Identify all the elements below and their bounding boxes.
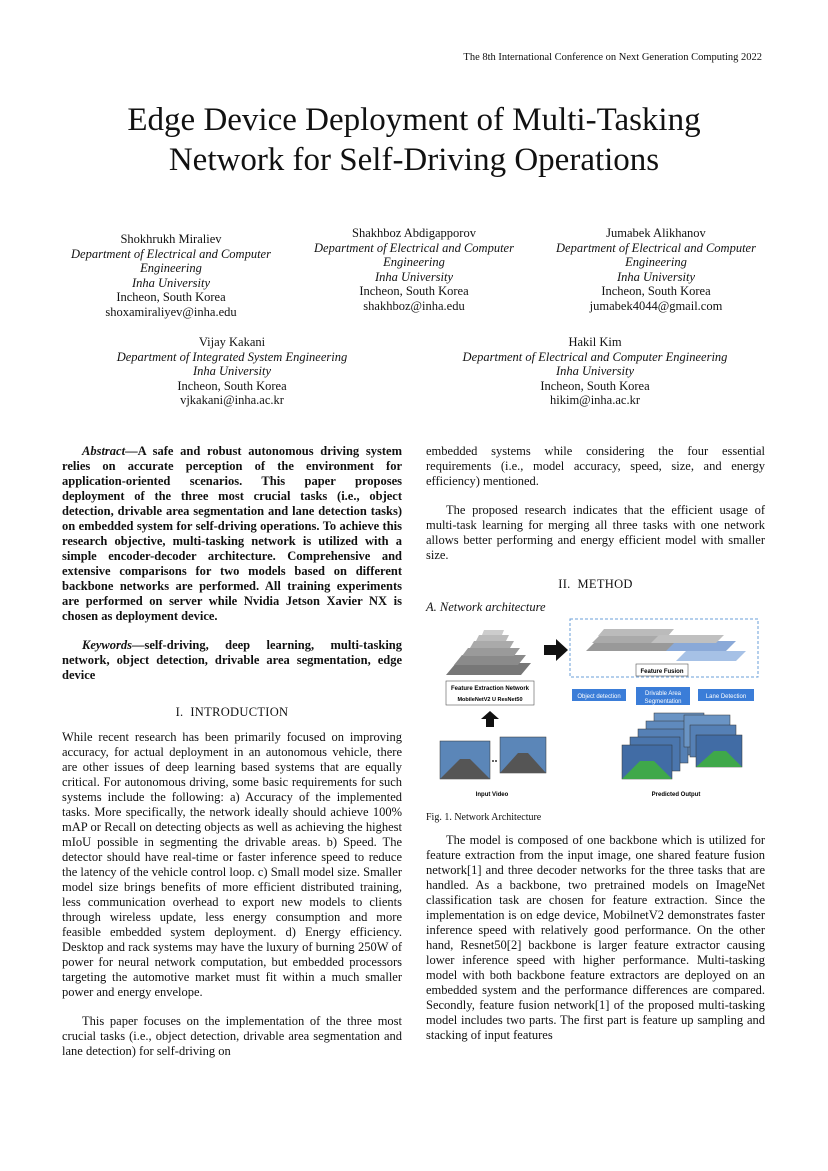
- author-dept-line2: Engineering: [140, 261, 202, 276]
- abstract-text: —A safe and robust autonomous driving system relies on accurate perception of the environment for application-oriented scenarios. This paper proposes deployment of the three most crucial tasks (i.e., object detection, drivable area segmentation and lane detection tasks) on embedded system for self-driving operations. To achieve this research objective, multi-tasking network is utilized with a simple encoder-decoder architecture. Comprehensive and extensive comparisons for two models based on different backbone networks are performed. All training experiments are performed on server while Nvidia Jetson Xavier NX is chosen as deployment device.: [62, 444, 402, 623]
- right-column-bottom: [426, 833, 765, 1043]
- author-name: Vijay Kakani: [198, 335, 266, 349]
- arrow-right-icon: [544, 639, 568, 661]
- input-video-label: Input Video: [475, 792, 509, 798]
- fusion-stack-icon: [586, 629, 746, 661]
- author-email[interactable]: jumabek4044@gmail.com: [589, 298, 723, 313]
- author-university: Inha University: [192, 364, 272, 379]
- object-detection-label: Object detection: [577, 694, 621, 700]
- author-city: Incheon, South Korea: [540, 378, 650, 393]
- author-city: Incheon, South Korea: [359, 284, 469, 299]
- author-city: Incheon, South Korea: [601, 284, 711, 299]
- section-heading-method: [426, 577, 765, 592]
- input-video-frames-icon: [440, 737, 546, 779]
- author-city: Incheon, South Korea: [177, 378, 287, 393]
- drivable-area-label-2: Segmentation: [644, 699, 682, 705]
- author-dept: Department of Electrical and Computer: [71, 246, 271, 261]
- author-block: [531, 226, 781, 314]
- lane-detection-label: Lane Detection: [705, 694, 747, 700]
- paper-title: [0, 100, 828, 180]
- author-dept: Department of Integrated System Engineering: [116, 349, 348, 364]
- author-block: [445, 335, 745, 408]
- section-title: INTRODUCTION: [190, 705, 289, 719]
- right-paragraph-1: embedded systems while considering the four essential requirements (i.e., model accuracy, speed, size, and energy efficiency) mentioned.: [426, 444, 765, 488]
- right-column-top: [426, 444, 765, 615]
- author-email[interactable]: vjkakani@inha.ac.kr: [180, 393, 284, 408]
- author-email[interactable]: shoxamiraliyev@inha.edu: [105, 304, 237, 319]
- author-dept: Department of Electrical and Computer: [314, 240, 514, 255]
- author-email[interactable]: shakhboz@inha.edu: [363, 298, 465, 313]
- author-email[interactable]: hikim@inha.ac.kr: [550, 393, 640, 408]
- feature-extraction-label: Feature Extraction Network: [450, 686, 530, 692]
- author-block: [46, 232, 296, 320]
- author-dept: Department of Electrical and Computer Engineering: [462, 349, 728, 364]
- author-name: Hakil Kim: [568, 335, 622, 349]
- predicted-output-frames-icon: [622, 713, 742, 779]
- section-title: METHOD: [577, 577, 633, 591]
- author-name: Shakhboz Abdigapporov: [352, 226, 476, 240]
- author-dept-line2: Engineering: [383, 255, 445, 270]
- figure-svg: [426, 615, 762, 805]
- author-university: Inha University: [374, 269, 454, 284]
- abstract: [62, 444, 402, 624]
- drivable-area-label-1: Drivable Area: [644, 691, 682, 697]
- predicted-output-label: Predicted Output: [651, 792, 701, 798]
- author-university: Inha University: [555, 364, 635, 379]
- author-name: Jumabek Alikhanov: [606, 226, 706, 240]
- left-column: [62, 444, 402, 1059]
- author-city: Incheon, South Korea: [116, 290, 226, 305]
- network-architecture-figure: [426, 615, 762, 805]
- author-dept: Department of Electrical and Computer: [556, 240, 756, 255]
- title-line-1: Edge Device Deployment of Multi-Tasking: [127, 102, 701, 138]
- section-heading-introduction: [62, 705, 402, 720]
- section-number: I.: [175, 705, 184, 719]
- arrow-up-icon: [481, 711, 499, 727]
- abstract-label: Abstract: [82, 444, 126, 458]
- author-dept-line2: Engineering: [625, 255, 687, 270]
- title-line-2: Network for Self-Driving Operations: [168, 142, 660, 178]
- author-university: Inha University: [131, 275, 211, 290]
- keywords-label: Keywords: [82, 638, 132, 652]
- author-university: Inha University: [616, 269, 696, 284]
- subsection-heading: A. Network architecture: [426, 600, 546, 614]
- intro-paragraph-2: This paper focuses on the implementation of the three most crucial tasks (i.e., object detection, drivable area segmentation and lane detection) for self-driving on: [62, 1014, 402, 1058]
- author-block: [289, 226, 539, 314]
- section-number: II.: [558, 577, 571, 591]
- intro-paragraph-1: While recent research has been primarily focused on improving accuracy, for actual deployment in an autonomous vehicle, there are other issues of deep learning based systems that are equally critical. For autonomous driving, some basic requirements for such systems include the following: a) Accuracy of the implemented tasks. More specifically, the network ideally should achieve 100% mAP or Recall on detecting objects as well as achieving the highest mIoU possible in segmenting the drivable areas. b) Speed. The detector should have real-time or faster inference speed to reduce the latency of the vehicle control loop. c) Small model size. Smaller model size brings benefits of more efficient distributed training, less communication overhead to export new models to clients through wireless update, less energy consumption and more feasible embedded system deployment. d) Energy efficiency. Desktop and rack systems may have the luxury of burning 250W of power for neural network computation, but embedded processors targeting the automotive market must fit within a much smaller power and energy envelope.: [62, 730, 402, 999]
- author-block: [92, 335, 372, 408]
- figure-caption: Fig. 1. Network Architecture: [426, 812, 542, 823]
- keywords: [62, 638, 402, 683]
- backbones-label: MobileNetV2 U ResNet50: [457, 697, 523, 703]
- keywords-text: —self-driving, deep learning, multi-tasking network, object detection, drivable area segmentation, edge device: [62, 638, 402, 682]
- feature-fusion-label: Feature Fusion: [640, 669, 684, 675]
- right-paragraph-3: The model is composed of one backbone which is utilized for feature extraction from the input image, one shared feature fusion network[1] and three decoder networks for the three tasks that are handled. As a backbone, two pretrained models on ImageNet classification task are chosen for feature extraction. Since the implementation is on edge device, MobilnetV2 demonstrates faster inference speed with relatively good performance. On the other hand, Resnet50[2] backbone is larger feature extractor causing lower inference speed with higher performance. Multi-tasking model with both backbone feature extractors are deployed on an embedded system and the performance differences are compared. Secondly, feature fusion network[1] of the proposed multi-tasking model includes two parts. The first part is feature up sampling and stacking of input features: [426, 833, 765, 1042]
- right-paragraph-2: The proposed research indicates that the efficient usage of multi-task learning for merging all three tasks with one network allows better performing and energy efficient model with smaller size.: [426, 503, 765, 562]
- encoder-stack-icon: [446, 630, 531, 675]
- conference-header: The 8th International Conference on Next Generation Computing 2022: [463, 52, 762, 63]
- author-name: Shokhrukh Miraliev: [120, 232, 222, 246]
